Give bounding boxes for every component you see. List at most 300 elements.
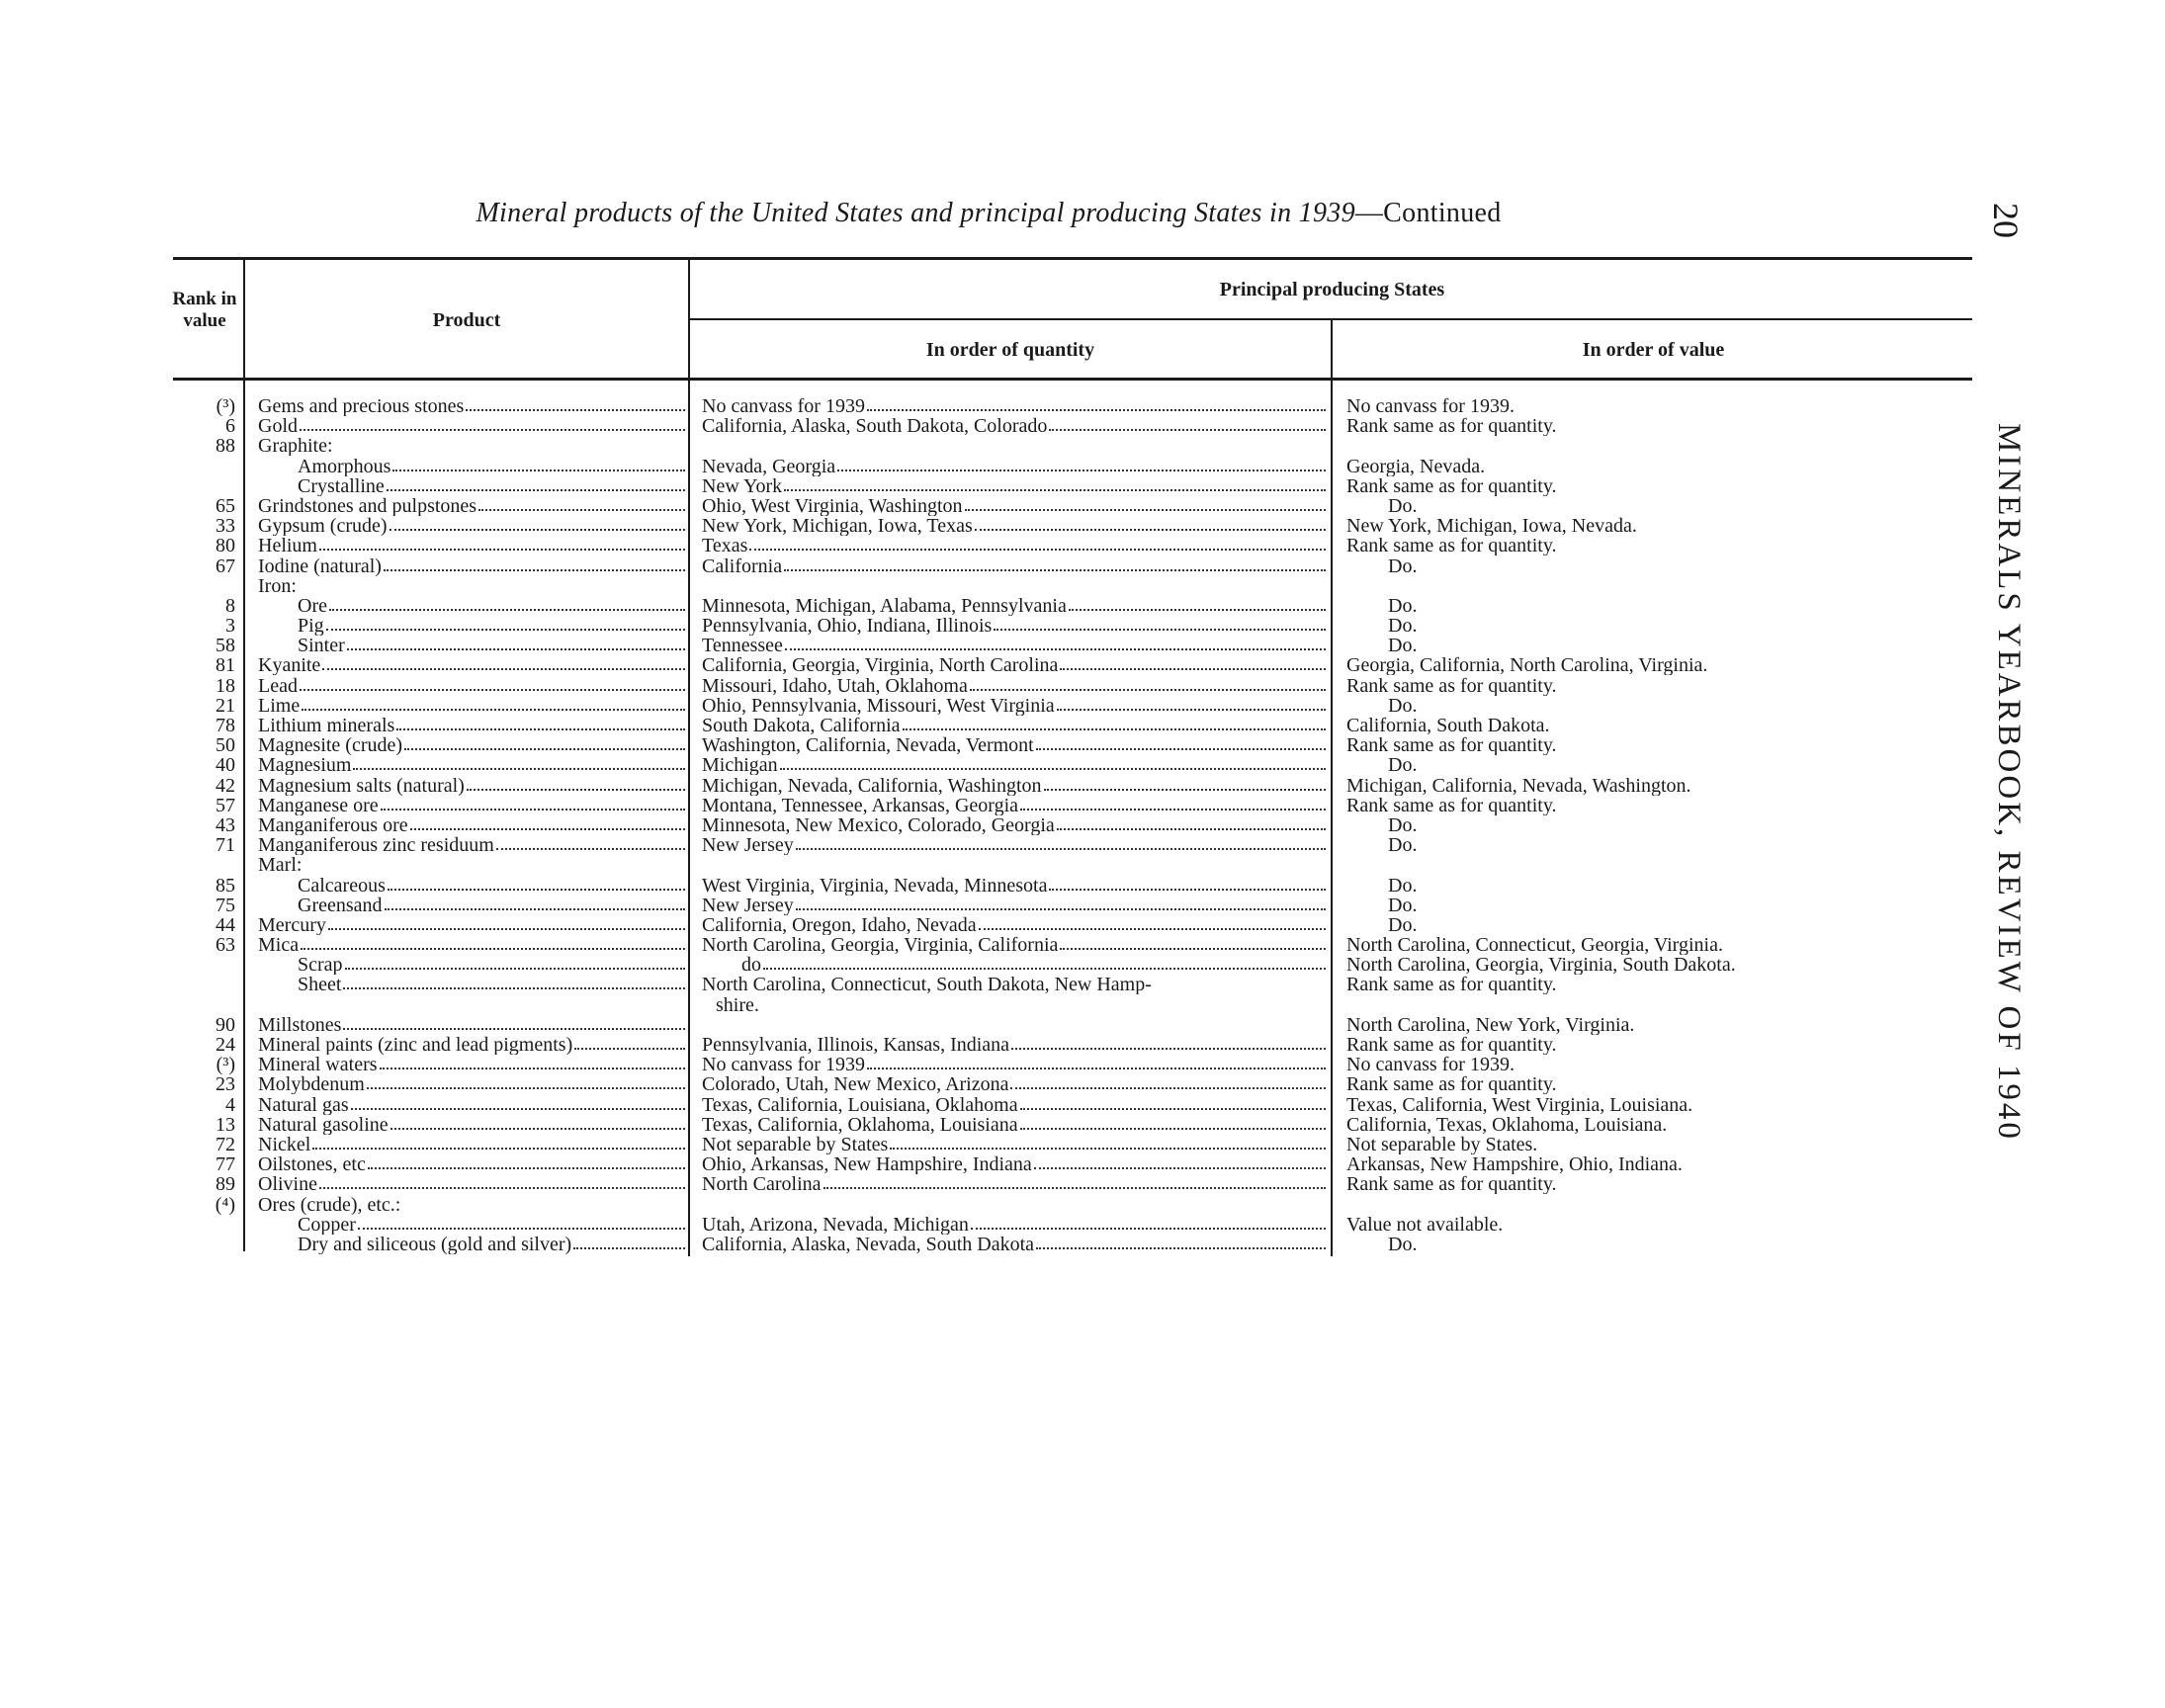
dot-leader (784, 556, 1326, 571)
quantity-cell (702, 935, 1328, 955)
rank-cell: 78 (216, 715, 235, 736)
product-cell (258, 815, 687, 835)
product-name: Oilstones, etc (258, 1154, 366, 1175)
dot-leader (890, 1135, 1326, 1150)
product-name: Nickel (258, 1134, 311, 1154)
quantity-states: Michigan, Nevada, California, Washington (702, 775, 1042, 796)
table-row (168, 815, 1987, 835)
dot-leader (385, 896, 685, 910)
rank-cell: (⁴) (215, 1193, 235, 1216)
value-cell: California, Texas, Oklahoma, Louisiana. (1346, 1114, 1668, 1135)
quantity-cell (702, 1095, 1328, 1115)
product-name: Gems and precious stones (258, 396, 465, 416)
rank-cell: 85 (216, 874, 235, 897)
quantity-states: Pennsylvania, Ohio, Indiana, Illinois (702, 616, 993, 637)
title-continued: —Continued (1354, 198, 1502, 228)
rank-cell: 81 (216, 654, 235, 677)
dot-leader (387, 476, 685, 491)
quantity-cell (702, 876, 1328, 896)
product-cell (258, 855, 687, 875)
dot-leader (478, 496, 685, 511)
quantity-cell (702, 716, 1328, 735)
quantity-states: Michigan (702, 755, 778, 776)
quantity-cell (702, 796, 1328, 815)
dot-leader (319, 536, 685, 551)
product-cell (258, 576, 687, 596)
table-body (168, 396, 1987, 1254)
quantity-cell (702, 416, 1328, 436)
dot-leader (326, 616, 685, 631)
quantity-states: No canvass for 1939 (702, 1055, 865, 1075)
dot-leader (351, 1095, 685, 1110)
product-cell (258, 796, 687, 815)
table-row (168, 436, 1987, 456)
product-name: Iron: (258, 575, 297, 596)
table-row (168, 835, 1987, 855)
quantity-cell (702, 1055, 1328, 1074)
rank-cell: (³) (216, 1054, 235, 1076)
quantity-states: Minnesota, New Mexico, Colorado, Georgia (702, 814, 1055, 835)
header-principal: Principal producing States (1219, 279, 1445, 300)
table-row (168, 995, 1987, 1015)
dot-leader (971, 1215, 1326, 1230)
value-cell: California, South Dakota. (1346, 716, 1550, 735)
dot-leader (358, 1215, 685, 1230)
value-cell: Do. (1388, 755, 1418, 776)
dot-leader (796, 896, 1326, 910)
product-cell (258, 676, 687, 696)
product-cell (258, 1015, 687, 1035)
table-row (168, 1174, 1987, 1194)
product-cell (258, 835, 687, 855)
header-value: In order of value (1582, 339, 1725, 361)
rank-cell: 8 (225, 594, 235, 617)
table-row (168, 1095, 1987, 1115)
dot-leader (796, 835, 1326, 850)
rank-cell: 13 (216, 1113, 235, 1136)
dot-leader (302, 696, 685, 711)
quantity-states: shire. (716, 994, 759, 1015)
product-name: Dry and siliceous (gold and silver) (298, 1234, 572, 1254)
value-cell: Do. (1388, 695, 1418, 716)
dot-leader (300, 676, 685, 691)
rank-cell: 4 (225, 1093, 235, 1116)
product-cell (258, 935, 687, 955)
quantity-states: Ohio, Arkansas, New Hampshire, Indiana (702, 1154, 1032, 1175)
rank-cell: 42 (216, 774, 235, 797)
quantity-cell (702, 1215, 1328, 1235)
table-row (168, 1195, 1987, 1215)
rank-cell: 44 (216, 913, 235, 936)
title-main: Mineral products of the United States and principal producing States in 1939 (476, 198, 1355, 228)
value-cell: Do. (1388, 1234, 1418, 1254)
table-row (168, 855, 1987, 875)
quantity-cell (702, 1135, 1328, 1154)
quantity-cell (702, 815, 1328, 835)
dot-leader (329, 596, 685, 611)
dot-leader (1057, 696, 1326, 711)
product-name: Iodine (natural) (258, 555, 382, 576)
value-cell: Do. (1388, 895, 1418, 915)
table-row (168, 776, 1987, 796)
dot-leader (574, 1035, 685, 1050)
dot-leader (975, 516, 1326, 531)
product-cell (298, 1235, 687, 1254)
value-cell: Value not available. (1346, 1214, 1504, 1235)
value-cell: Do. (1388, 636, 1418, 656)
dot-leader (390, 516, 685, 531)
dot-leader (785, 636, 1326, 650)
dot-leader (994, 616, 1326, 631)
quantity-cell (702, 915, 1328, 935)
product-name: Molybdenum (258, 1074, 365, 1095)
table-row (168, 735, 1987, 755)
rank-cell: 65 (216, 494, 235, 517)
quantity-cell (702, 556, 1328, 576)
quantity-states: No canvass for 1939 (702, 396, 865, 416)
product-cell (258, 1154, 687, 1174)
quantity-states: Utah, Arizona, Nevada, Michigan (702, 1214, 969, 1235)
product-name: Lime (258, 695, 301, 716)
header-product: Product (432, 309, 501, 331)
value-cell: Rank same as for quantity. (1346, 416, 1557, 437)
table-row (168, 576, 1987, 596)
quantity-cell (702, 655, 1328, 675)
quantity-states: Nevada, Georgia (702, 456, 836, 476)
value-cell: No canvass for 1939. (1346, 1055, 1515, 1075)
value-cell: Do. (1388, 616, 1418, 637)
table-row (168, 896, 1987, 915)
dot-leader (396, 716, 685, 730)
quantity-states: do (741, 955, 761, 976)
table-row (168, 796, 1987, 815)
product-cell (258, 556, 687, 576)
value-cell: Rank same as for quantity. (1346, 475, 1557, 496)
rank-cell: 50 (216, 734, 235, 757)
table-row (168, 935, 1987, 955)
dot-leader (1044, 776, 1327, 791)
table-row (168, 1015, 1987, 1035)
table-row (168, 1115, 1987, 1135)
dot-leader (1060, 935, 1326, 950)
quantity-cell (702, 676, 1328, 696)
dot-leader (328, 915, 685, 930)
dot-leader (367, 1074, 685, 1089)
table-row (168, 755, 1987, 775)
product-cell (298, 955, 687, 975)
dot-leader (1069, 596, 1326, 611)
quantity-cell (702, 1235, 1328, 1254)
table-row (168, 536, 1987, 555)
product-name: Natural gasoline (258, 1114, 389, 1135)
dot-leader (903, 716, 1326, 730)
dot-leader (343, 1015, 685, 1030)
product-name: Gypsum (crude) (258, 516, 388, 537)
product-name: Manganese ore (258, 795, 379, 815)
dot-leader (312, 1135, 685, 1150)
product-cell (258, 696, 687, 716)
table-row (168, 1135, 1987, 1154)
quantity-cell (702, 835, 1328, 855)
table-row (168, 1035, 1987, 1055)
dot-leader (763, 955, 1326, 970)
dot-leader (823, 1174, 1326, 1189)
dot-leader (1036, 1235, 1326, 1249)
quantity-states: Pennsylvania, Illinois, Kansas, Indiana (702, 1035, 1010, 1055)
product-cell (258, 1135, 687, 1154)
dot-leader (965, 496, 1326, 511)
table-row (168, 457, 1987, 476)
product-cell (258, 1095, 687, 1115)
value-cell: Rank same as for quantity. (1346, 1174, 1557, 1195)
table-row (168, 476, 1987, 496)
quantity-cell (702, 476, 1328, 496)
product-cell (258, 755, 687, 775)
rank-cell: 6 (225, 415, 235, 438)
dot-leader (392, 457, 685, 471)
value-cell: North Carolina, New York, Virginia. (1346, 1014, 1635, 1035)
value-cell: Rank same as for quantity. (1346, 795, 1557, 815)
table-row (168, 876, 1987, 896)
product-cell (258, 496, 687, 516)
rank-cell: 24 (216, 1034, 235, 1056)
product-name: Mercury (258, 914, 326, 935)
product-cell (298, 476, 687, 496)
table-row (168, 1074, 1987, 1094)
quantity-cell (702, 995, 1328, 1015)
dot-leader (970, 676, 1326, 691)
table-row (168, 696, 1987, 716)
table-row (168, 496, 1987, 516)
dot-leader (1011, 1035, 1326, 1050)
quantity-states: Missouri, Idaho, Utah, Oklahoma (702, 675, 968, 696)
dot-leader (749, 536, 1326, 551)
value-cell: Rank same as for quantity. (1346, 1035, 1557, 1055)
rank-cell: 72 (216, 1133, 235, 1155)
product-cell (258, 915, 687, 935)
product-cell (298, 975, 687, 994)
dot-leader (867, 396, 1326, 411)
rank-cell: 89 (216, 1173, 235, 1196)
product-name: Kyanite (258, 655, 321, 676)
quantity-states: Montana, Tennessee, Arkansas, Georgia (702, 795, 1018, 815)
quantity-cell (702, 496, 1328, 516)
value-cell: Do. (1388, 835, 1418, 856)
dot-leader (353, 755, 685, 770)
table-title (0, 198, 1977, 229)
dot-leader (380, 1055, 685, 1069)
dot-leader (384, 556, 685, 571)
value-cell: North Carolina, Georgia, Virginia, South Dakota. (1346, 955, 1736, 976)
table-row (168, 716, 1987, 735)
quantity-cell (702, 1035, 1328, 1055)
value-cell: Do. (1388, 914, 1418, 935)
rank-cell: 21 (216, 694, 235, 717)
product-name: Olivine (258, 1174, 317, 1195)
rank-cell: 33 (216, 515, 235, 538)
product-name: Grindstones and pulpstones (258, 495, 477, 516)
product-name: Mica (258, 935, 300, 956)
product-name: Greensand (298, 895, 383, 915)
product-cell (298, 876, 687, 896)
value-cell: Rank same as for quantity. (1346, 1074, 1557, 1095)
value-cell: Do. (1388, 555, 1418, 576)
product-name: Gold (258, 416, 298, 437)
quantity-states: New Jersey (702, 895, 794, 915)
quantity-states: North Carolina (702, 1174, 822, 1195)
product-cell (258, 776, 687, 796)
table-row (168, 975, 1987, 994)
table-row (168, 516, 1987, 536)
product-cell (298, 596, 687, 616)
quantity-states: California, Georgia, Virginia, North Carolina (702, 655, 1059, 676)
product-name: Graphite: (258, 436, 333, 457)
rank-cell: 88 (216, 435, 235, 458)
quantity-states: Tennessee (702, 636, 783, 656)
product-name: Sinter (298, 636, 345, 656)
quantity-states: Washington, California, Nevada, Vermont (702, 735, 1034, 756)
value-cell: Georgia, Nevada. (1346, 456, 1486, 476)
table-row (168, 636, 1987, 655)
table-row (168, 396, 1987, 416)
rank-cell: 40 (216, 754, 235, 777)
value-cell: Rank same as for quantity. (1346, 735, 1557, 756)
dot-leader (1057, 815, 1326, 830)
product-cell (298, 457, 687, 476)
dot-leader (343, 975, 685, 989)
product-name: Magnesium salts (natural) (258, 775, 465, 796)
value-cell: Do. (1388, 814, 1418, 835)
dot-leader (1010, 1074, 1326, 1089)
value-cell: Do. (1388, 495, 1418, 516)
product-cell (258, 536, 687, 555)
product-cell (298, 1215, 687, 1235)
quantity-cell (702, 636, 1328, 655)
dot-leader (1034, 1154, 1326, 1169)
value-cell: New York, Michigan, Iowa, Nevada. (1346, 516, 1637, 537)
dot-leader (784, 476, 1326, 491)
table-row (168, 1215, 1987, 1235)
rank-cell: 23 (216, 1073, 235, 1096)
dot-leader (319, 1174, 685, 1189)
rank-cell: 63 (216, 934, 235, 957)
dot-leader (467, 776, 685, 791)
dot-leader (390, 1115, 685, 1130)
product-name: Mineral paints (zinc and lead pigments) (258, 1035, 573, 1055)
dot-leader (368, 1154, 685, 1169)
product-name: Helium (258, 536, 317, 556)
product-name: Sheet (298, 975, 342, 995)
quantity-cell (702, 1115, 1328, 1135)
product-cell (258, 516, 687, 536)
quantity-states: New Jersey (702, 835, 794, 856)
product-name: Lead (258, 675, 298, 696)
dot-leader (496, 835, 685, 850)
quantity-cell (702, 975, 1328, 994)
value-cell: No canvass for 1939. (1346, 396, 1515, 416)
product-name: Ores (crude), etc.: (258, 1194, 401, 1215)
quantity-states: Ohio, West Virginia, Washington (702, 495, 963, 516)
table-row (168, 596, 1987, 616)
page-number: 20 (1986, 203, 2026, 238)
dot-leader (1020, 1115, 1326, 1130)
product-cell (258, 1055, 687, 1074)
quantity-states: California, Alaska, Nevada, South Dakota (702, 1234, 1035, 1254)
value-cell: Do. (1388, 595, 1418, 616)
value-cell: Georgia, California, North Carolina, Virginia. (1346, 655, 1708, 676)
dot-leader (1020, 1095, 1326, 1110)
rank-cell: (³) (216, 395, 235, 417)
quantity-cell (702, 596, 1328, 616)
product-name: Manganiferous ore (258, 814, 408, 835)
dot-leader (410, 815, 685, 830)
quantity-cell (702, 755, 1328, 775)
quantity-cell (702, 1074, 1328, 1094)
value-cell: North Carolina, Connecticut, Georgia, Virginia. (1346, 935, 1723, 956)
product-cell (258, 1035, 687, 1055)
product-cell (258, 1115, 687, 1135)
quantity-states: Colorado, Utah, New Mexico, Arizona (702, 1074, 1009, 1095)
product-name: Mineral waters (258, 1055, 378, 1075)
dot-leader (979, 915, 1326, 930)
quantity-states: Texas, California, Oklahoma, Louisiana (702, 1114, 1018, 1135)
dot-leader (300, 416, 685, 431)
product-cell (258, 1174, 687, 1194)
value-cell: Michigan, California, Nevada, Washington. (1346, 775, 1691, 796)
running-head: MINERALS YEARBOOK, REVIEW OF 1940 (1991, 423, 2027, 1142)
table-row (168, 1055, 1987, 1074)
quantity-cell (702, 536, 1328, 555)
dot-leader (388, 876, 685, 891)
dot-leader (381, 796, 685, 811)
rank-divider (243, 260, 245, 379)
product-cell (258, 396, 687, 416)
product-name: Copper (298, 1214, 356, 1235)
rank-cell: 18 (216, 674, 235, 697)
product-cell (258, 416, 687, 436)
table-row (168, 676, 1987, 696)
header-bottom-rule (173, 378, 1972, 381)
rank-cell: 3 (225, 615, 235, 638)
table-top-rule (173, 257, 1972, 260)
quantity-cell (702, 457, 1328, 476)
value-cell: Rank same as for quantity. (1346, 675, 1557, 696)
quantity-states: California, Oregon, Idaho, Nevada (702, 914, 977, 935)
table-row (168, 416, 1987, 436)
product-name: Crystalline (298, 475, 385, 496)
product-name: Ore (298, 595, 327, 616)
quantity-states: South Dakota, California (702, 716, 901, 735)
quantity-cell (702, 735, 1328, 755)
value-cell: Rank same as for quantity. (1346, 536, 1557, 556)
dot-leader (837, 457, 1326, 471)
quantity-states: Minnesota, Michigan, Alabama, Pennsylvania (702, 595, 1067, 616)
quantity-cell (702, 1174, 1328, 1194)
rank-cell: 90 (216, 1013, 235, 1036)
quantity-cell (702, 696, 1328, 716)
dot-leader (780, 755, 1326, 770)
product-cell (258, 436, 687, 456)
dot-leader (301, 935, 685, 950)
dot-leader (1049, 876, 1326, 891)
quantity-states: New York, Michigan, Iowa, Texas (702, 516, 973, 537)
product-name: Scrap (298, 955, 343, 976)
rank-cell: 43 (216, 813, 235, 836)
product-cell (258, 1074, 687, 1094)
quantity-states: West Virginia, Virginia, Nevada, Minnesota (702, 875, 1048, 896)
value-cell: Not separable by States. (1346, 1134, 1538, 1154)
product-cell (298, 896, 687, 915)
